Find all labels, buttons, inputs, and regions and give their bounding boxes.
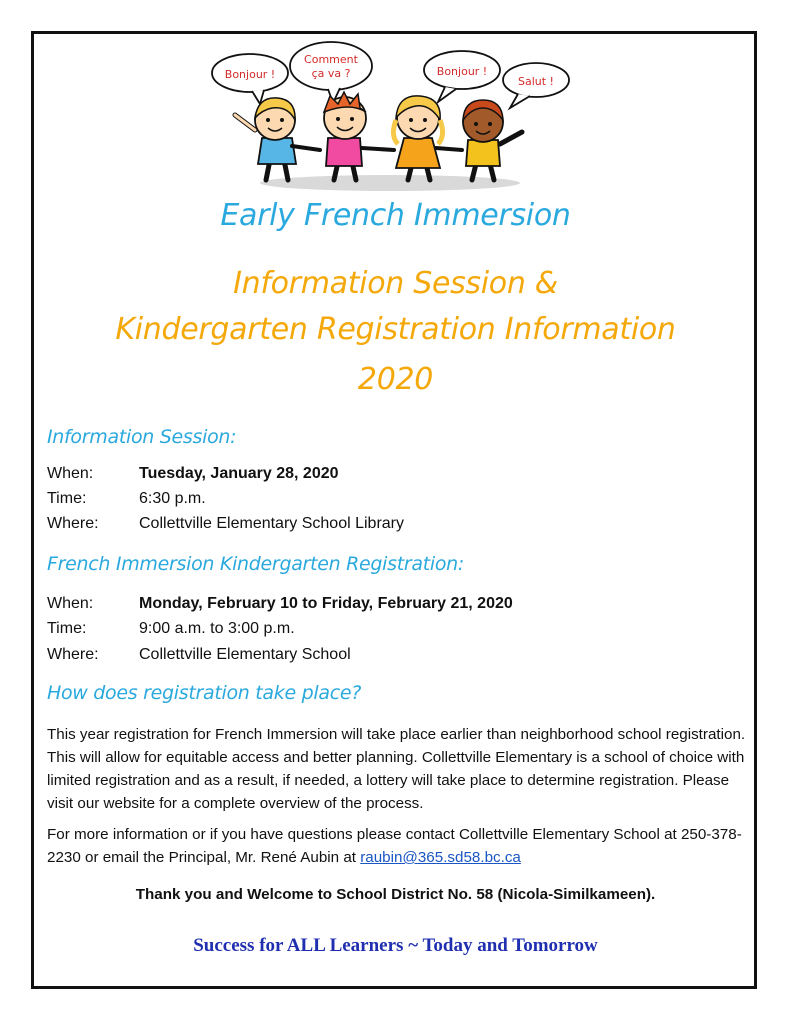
main-title: Early French Immersion: [220, 198, 571, 233]
bubble-text-3: Bonjour !: [436, 65, 488, 78]
session-row-when: [47, 465, 339, 483]
contact-text: For more information or if you have questions please contact Collettville Elementary School at 250-378-2230 or email the Principal, Mr. René Aubin at: [47, 826, 742, 866]
registration-row-when: [47, 595, 513, 613]
kid-2: [292, 92, 366, 180]
registration-when-value: Monday, February 10 to Friday, February 21, 2020: [139, 595, 513, 612]
subtitle-line-3: 2020: [357, 362, 434, 397]
kid-3: [362, 96, 443, 180]
bubble-text-2b: ça va ?: [311, 67, 351, 80]
registration-heading: French Immersion Kindergarten Registration:: [47, 553, 465, 575]
principal-email-link[interactable]: raubin@365.sd58.bc.ca: [360, 849, 521, 866]
session-time-label: Time:: [47, 490, 87, 507]
speech-bubble-4: [503, 63, 569, 108]
thanks-line: Thank you and Welcome to School District No. 58 (Nicola-Similkameen).: [135, 886, 656, 903]
registration-time-value: 9:00 a.m. to 3:00 p.m.: [139, 620, 295, 637]
kid-1: [235, 98, 296, 180]
registration-time-label: Time:: [47, 620, 87, 637]
session-time-value: 6:30 p.m.: [139, 490, 206, 507]
bubble-text-4: Salut !: [518, 75, 554, 88]
tagline: Success for ALL Learners ~ Today and Tomorrow: [193, 935, 598, 956]
session-row-time: [47, 490, 206, 508]
session-row-where: [47, 515, 404, 533]
session-where-label: Where:: [47, 515, 99, 532]
speech-bubble-3: [424, 51, 500, 102]
bubble-text-1: Bonjour !: [224, 68, 276, 81]
session-when-value: Tuesday, January 28, 2020: [139, 465, 339, 482]
how-paragraph: This year registration for French Immersion will take place earlier than neighborhood school registration. This will allow for equitable access and better planning. Collettville Elementary is a school of choice with limited registration and as a result, if needed, a lottery will take place to determine registration. Please visit our website for a complete overview of the process.: [47, 726, 746, 812]
subtitle-line-1: Information Session &: [233, 266, 558, 301]
speech-bubble-2: [290, 42, 372, 103]
speech-bubble-1: [212, 54, 288, 104]
bubble-text-2a: Comment: [304, 53, 358, 66]
kids-illustration: [200, 40, 590, 195]
session-when-label: When:: [47, 465, 94, 482]
contact-paragraph: [47, 823, 747, 869]
registration-row-where: [47, 646, 351, 664]
kid-4: [436, 100, 522, 180]
session-heading: Information Session:: [47, 426, 237, 448]
how-heading: How does registration take place?: [47, 682, 362, 704]
registration-where-label: Where:: [47, 646, 99, 663]
session-where-value: Collettville Elementary School Library: [139, 515, 404, 532]
registration-row-time: [47, 620, 295, 638]
registration-where-value: Collettville Elementary School: [139, 646, 351, 663]
subtitle-line-2: Kindergarten Registration Information: [115, 312, 676, 347]
registration-when-label: When:: [47, 595, 94, 612]
